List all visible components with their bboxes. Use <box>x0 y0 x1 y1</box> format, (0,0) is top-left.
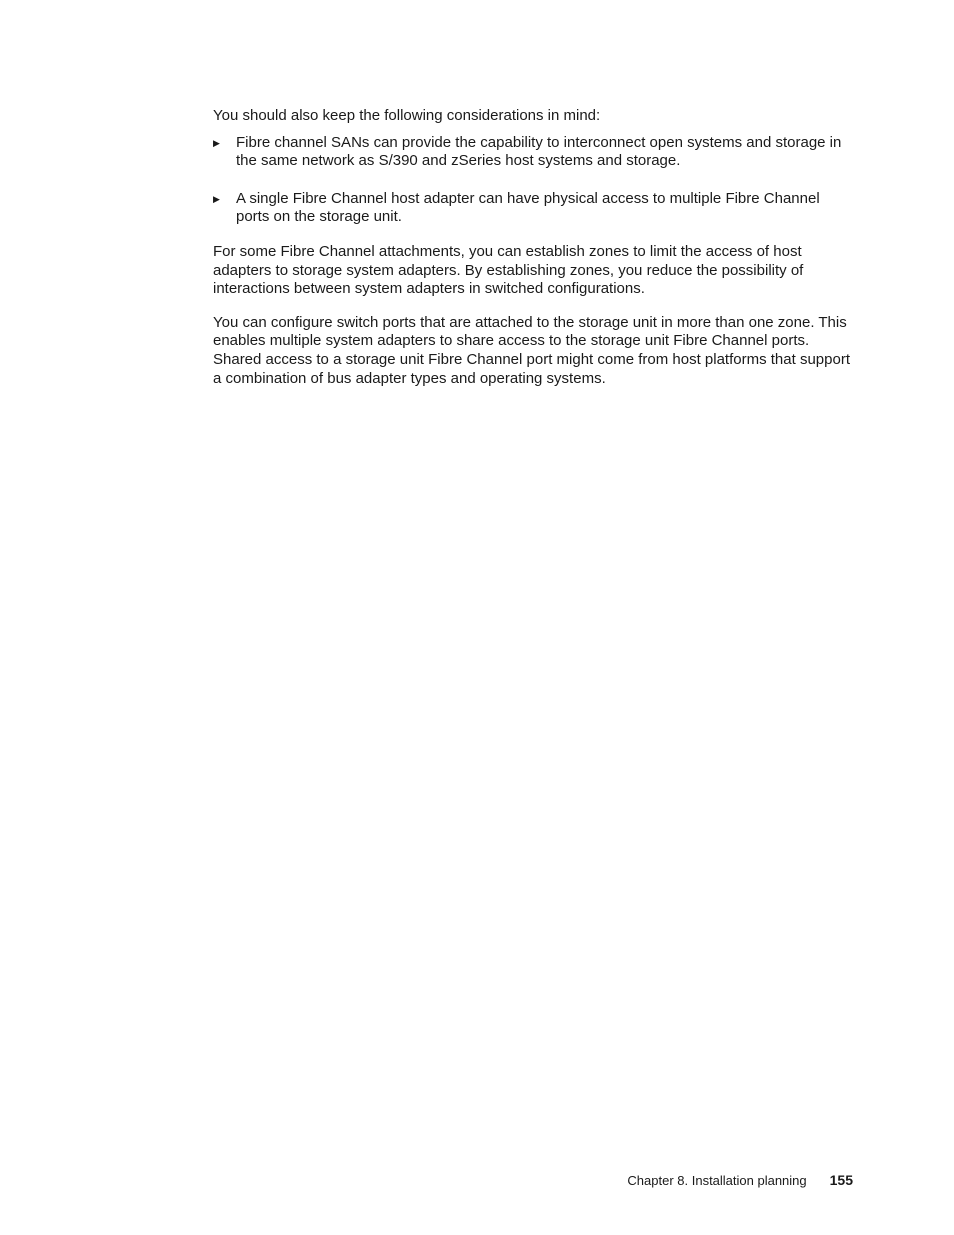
bullet-text: Fibre channel SANs can provide the capability to interconnect open systems and storage in the same network as S/390 and zSeries host systems and storage. <box>236 133 842 170</box>
body-paragraph: You can configure switch ports that are attached to the storage unit in more than one zone. This enables multiple system adapters to share access to the storage unit Fibre Channel ports. Shared access to a storage unit Fibre Channel port might come from host platforms that support a combination of bus adapter types and operating systems. <box>213 313 850 387</box>
page-content <box>213 107 853 403</box>
bullet-text: A single Fibre Channel host adapter can have physical access to multiple Fibre Channel ports on the storage unit. <box>236 189 820 226</box>
bullet-item <box>213 190 853 227</box>
bullet-triangle-icon: ▶ <box>213 137 220 148</box>
bullet-item <box>213 134 853 171</box>
intro-text: You should also keep the following considerations in mind: <box>213 107 601 124</box>
bullet-triangle-icon: ▶ <box>213 193 220 204</box>
page-footer <box>627 1172 853 1188</box>
footer-chapter-title: Chapter 8. Installation planning <box>627 1173 807 1188</box>
body-paragraph: For some Fibre Channel attachments, you can establish zones to limit the access of host adapters to storage system adapters. By establishing zones, you reduce the possibility of interactions between system adapters in switched configurations. <box>213 242 804 298</box>
page-number: 155 <box>829 1172 853 1188</box>
